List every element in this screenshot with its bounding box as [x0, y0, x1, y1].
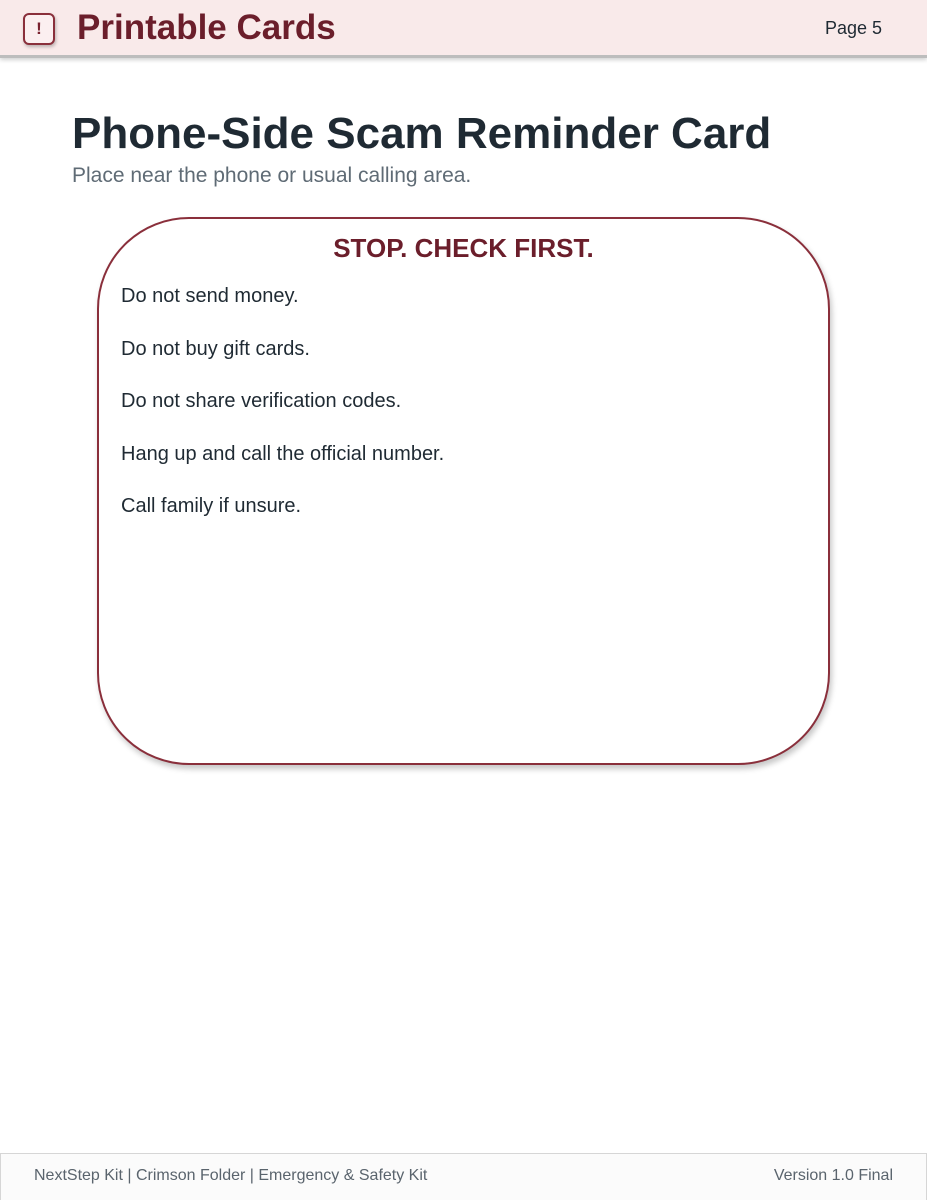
page-number: Page 5: [824, 18, 882, 38]
list-item: Do not share verification codes.: [121, 390, 402, 412]
list-item: Hang up and call the official number.: [121, 442, 445, 465]
page-subtitle: Place near the phone or usual calling area.: [72, 164, 472, 187]
page-title: Phone-Side Scam Reminder Card: [72, 109, 772, 158]
list-item: Call family if unsure.: [121, 495, 302, 517]
header-title: Printable Cards: [77, 8, 336, 47]
card-heading: STOP. CHECK FIRST.: [333, 233, 594, 263]
list-item: Do not send money.: [121, 285, 299, 307]
card-list: [121, 284, 444, 547]
exclamation-icon: !: [23, 13, 55, 45]
list-item: Do not buy gift cards.: [121, 337, 310, 360]
footer-version: Version 1.0 Final: [773, 1167, 893, 1184]
footer: [0, 1153, 927, 1200]
reminder-card: [97, 217, 830, 765]
footer-kit-label: NextStep Kit | Crimson Folder | Emergency & Safety Kit: [34, 1167, 428, 1184]
header-bar: [0, 0, 927, 58]
